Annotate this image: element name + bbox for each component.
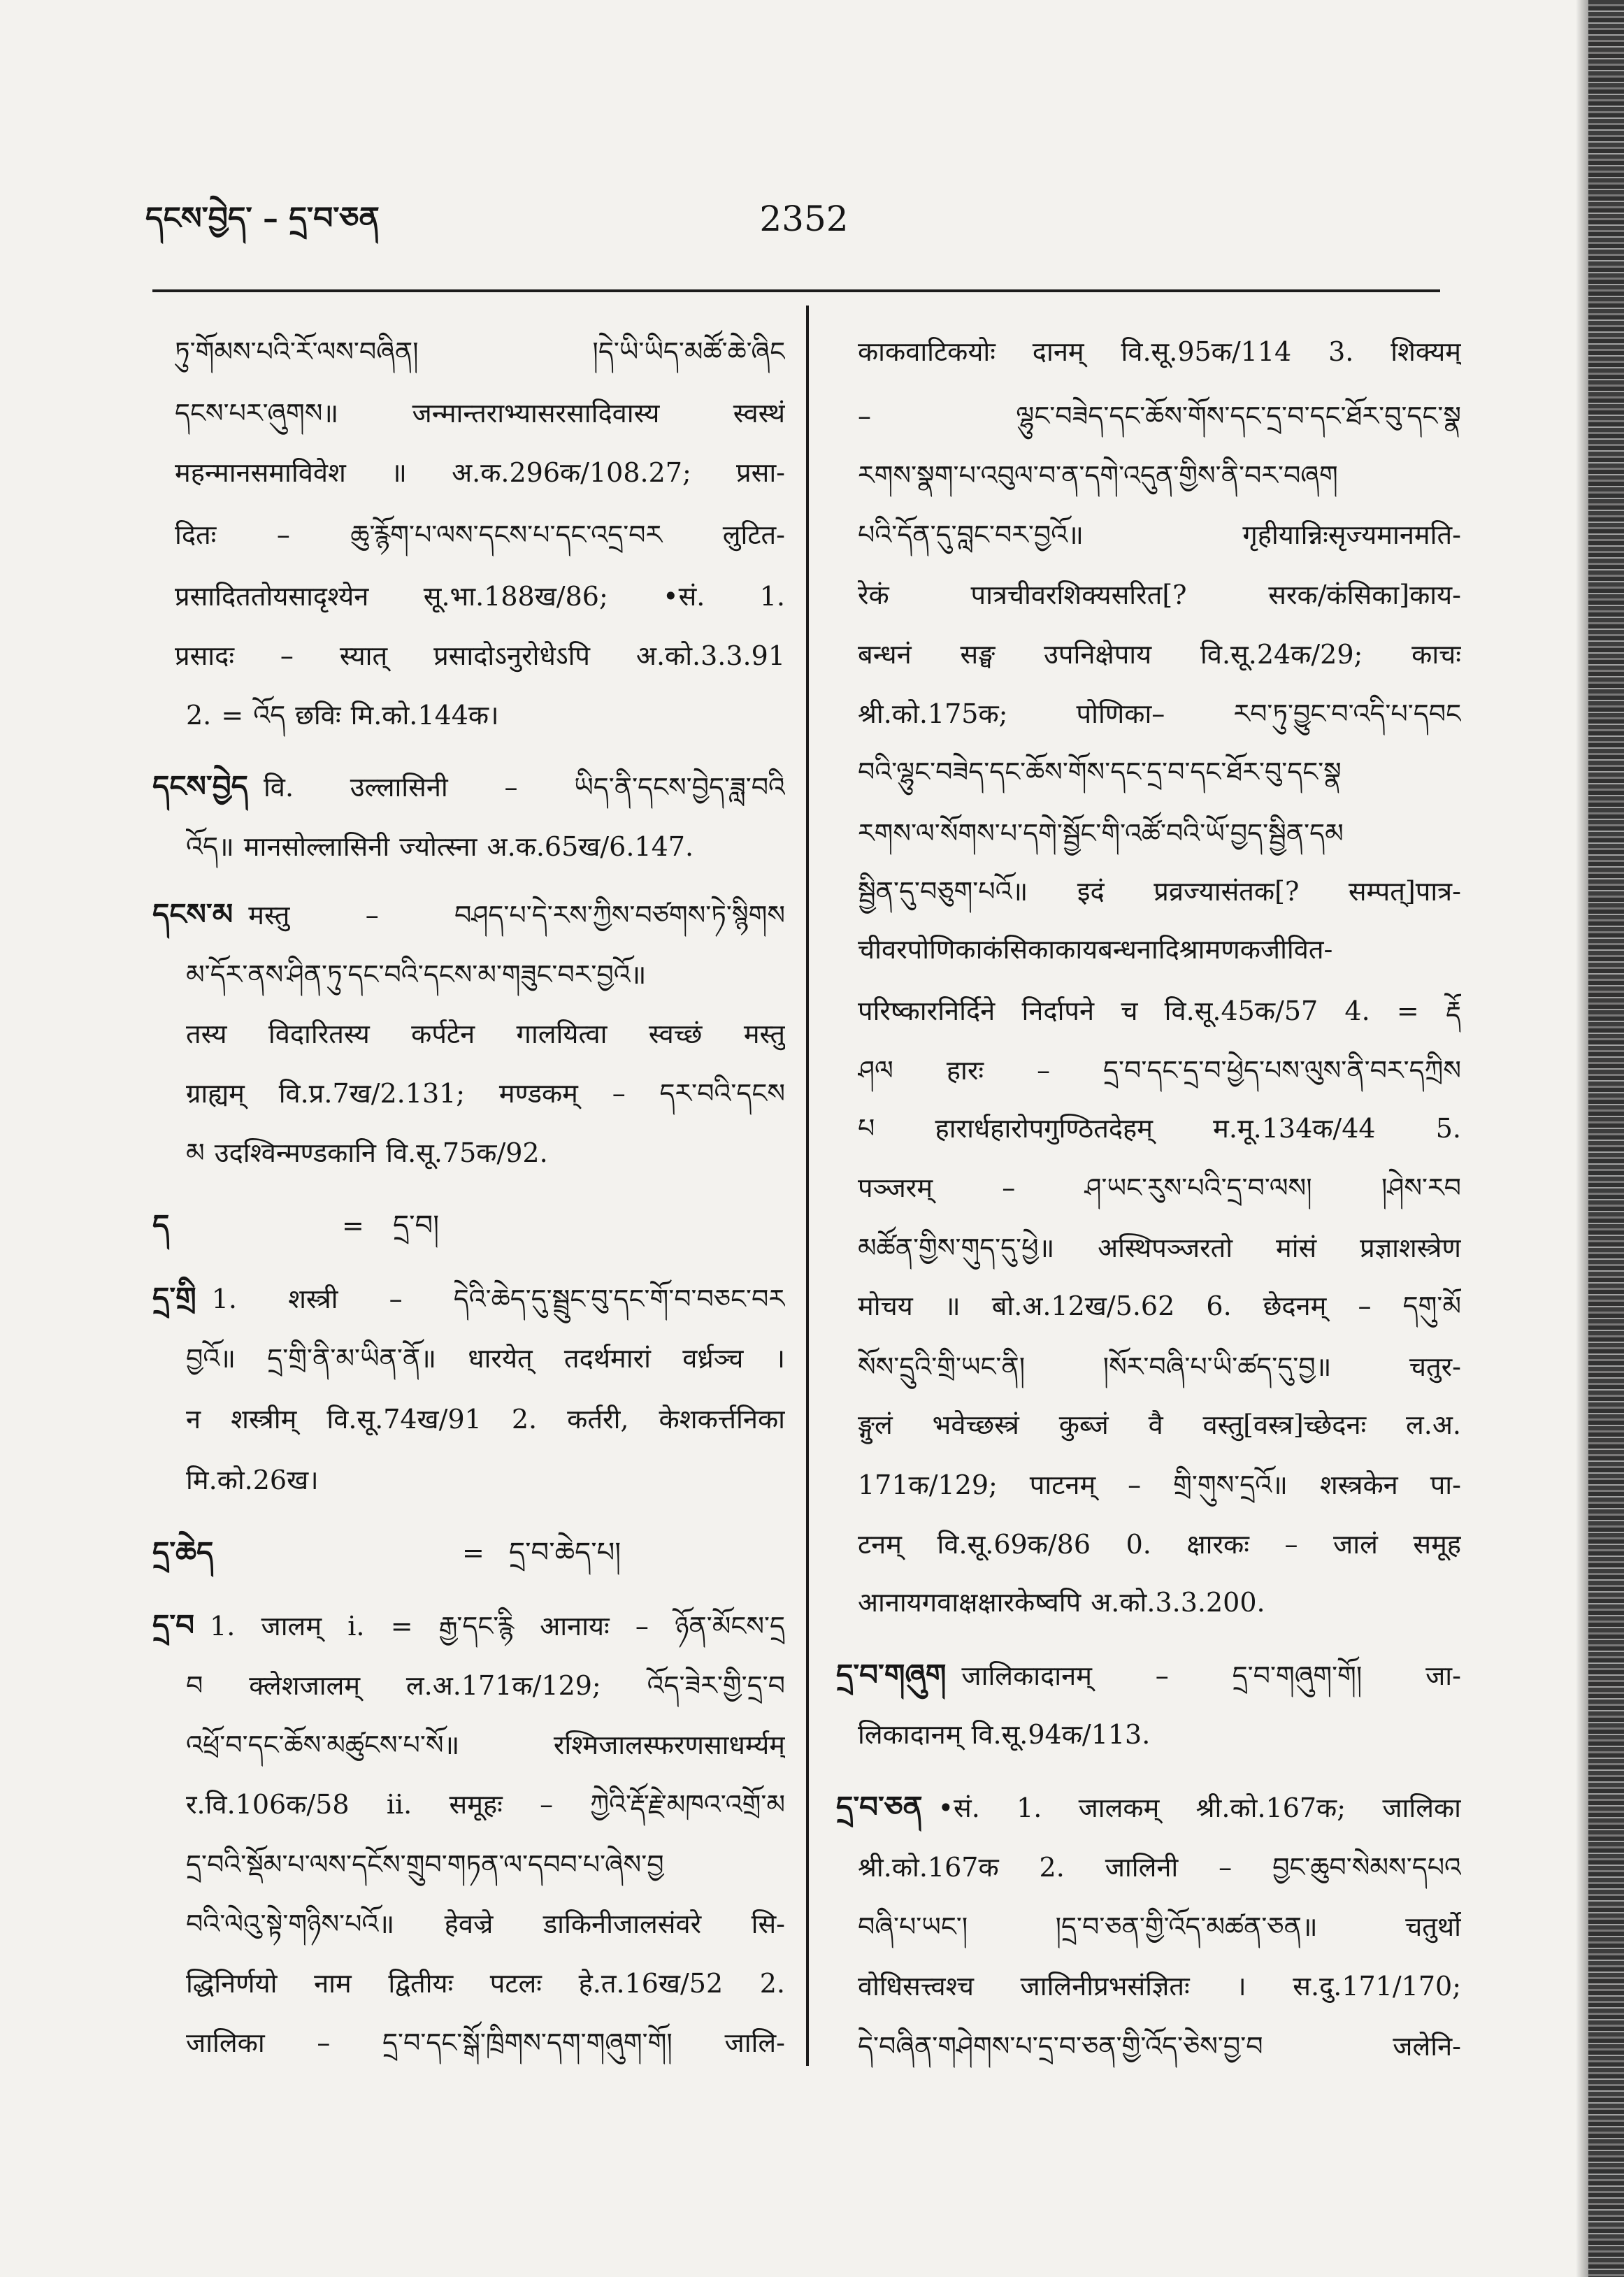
cross-reference: དྲ་བ། — [393, 1209, 440, 1242]
entry-line: བའི་ལྷུང་བཟེད་དང་ཆོས་གོས་དང་དྲ་བ་དང་ཐོར་བུ་དང་སྣ — [858, 756, 1342, 787]
entry-line: श्री.को.167क 2. जालिनी – བྱང་ཆུབ་སེམས་དཔའ — [858, 1852, 1461, 1883]
entry-line: སོས་དྲུའི་གྲི་ཡང་ནི། །སོར་བཞི་པ་ཡི་ཚད་དུ་བྱ॥ चतुर- — [858, 1351, 1461, 1382]
cross-reference-line — [152, 1196, 785, 1255]
headword-line — [152, 1596, 785, 1655]
entry-text: वि. उल्लासिनी – ཡིད་ནི་དངས་བྱེད་ཟླ་བའི — [263, 772, 785, 803]
entry-line: पञ्जरम् – ཤ་ཡང་རུས་པའི་དྲ་བ་ལས། །ཤེས་རབ — [858, 1172, 1461, 1203]
entry-line: བྱའོ॥ དྲ་གྲི་ནི་མ་ཡིན་ནོ॥ धारयेत् तदर्थमारां वर्ध्रञ्च । — [186, 1343, 785, 1374]
entry-line: ཤལ हारः – དྲ་བ་དང་དྲ་བ་ཕྱེད་པས་ལུས་ནི་བར་དཀྲིས — [858, 1055, 1461, 1086]
entry-line: मोचय ॥ बो.अ.12ख/5.62 6. छेदनम् – དགུ་མོ — [858, 1291, 1461, 1321]
entry-line: པའི་དོན་དུ་བླང་བར་བྱའོ॥ गृहीयान्निःसृज्यमानमति- — [858, 519, 1461, 550]
entry-line: བ क्लेशजालम् ल.अ.171क/129; འོད་ཟེར་གྱི་དྲ་བ — [186, 1670, 785, 1701]
entry-line: मि.को.26ख। — [186, 1465, 319, 1495]
entry-line: པ हारार्धहारोपगुण्ठितदेहम् म.मू.134क/44 5. — [858, 1113, 1461, 1144]
headword-line — [836, 1646, 1461, 1704]
equals-sign: = — [462, 1537, 484, 1568]
entry-line: – ལྷུང་བཟེད་དང་ཆོས་གོས་དང་དྲ་བ་དང་ཐོར་བུ་དང་སྣ — [858, 401, 1461, 431]
entry-line: 2. = འོད छविः मि.को.144क। — [186, 700, 499, 731]
entry-line: སྦྱིན་དུ་བཅུག་པའོ॥ इदं प्रव्रज्यासंतक[? सम्पत्]पात्र- — [858, 876, 1461, 907]
entry-line: श्री.को.175क; पोणिका– རབ་ཏུ་བྱུང་བ་འདི་པ་དབང — [858, 698, 1461, 729]
entry-line: འཕྲོ་བ་དང་ཆོས་མཚུངས་པ་སོ॥ रश्मिजालस्फरणसाधर्म्यम् — [186, 1730, 785, 1760]
equals-sign: = — [342, 1210, 364, 1241]
headword: དྲ་གྲི — [152, 1281, 196, 1315]
scan-edge-shadow — [1588, 0, 1624, 2277]
entry-line: དངས་པར་ཞུགས॥ जन्मान्तराभ्यासरसादिवास्य स्वस्थं — [175, 398, 785, 429]
entry-text: 1. जालम् i. = རྒྱ་དང་རྙི आनायः – ཉོན་མོངས་དྲ — [210, 1611, 785, 1642]
entry-line: 171क/129; पाटनम् – གྲི་གུས་དྲའོ॥ शस्त्रकेन पा- — [858, 1470, 1461, 1500]
entry-text: 1. शस्त्री – དེའི་ཆེད་དུ་སྦྲུང་བུ་དང་གོ་བ་བཅང་བར — [211, 1284, 785, 1314]
entry-line: རགས་ལ་སོགས་པ་དགེ་སྦྱོང་གི་འཚོ་བའི་ཡོ་བྱད་སྦྱིན་དམ — [858, 818, 1344, 849]
entry-line: འོད॥ मानसोल्लासिनी ज्योत्स्ना अ.क.65ख/6.147. — [186, 831, 694, 862]
entry-line: द्धिनिर्णयो नाम द्वितीयः पटलः हे.त.16ख/52 2. — [186, 1968, 785, 1999]
headword: དྲ་ཆེད — [152, 1535, 214, 1570]
entry-line: བའི་ལེའུ་སྟེ་གཉིས་པའོ॥ हेवज्रे डाकिनीजालसंवरे सि- — [186, 1909, 785, 1939]
entry-line: चीवरपोणिकाकंसिकाकायबन्धनादिश्रामणकजीवित- — [858, 934, 1333, 965]
entry-line: टनम् वि.सू.69क/86 0. क्षारकः – जालं समूह — [858, 1529, 1461, 1560]
entry-line: जालिका – དྲ་བ་དང་སྒོ་ཁྲིགས་དག་གཞུག་གོ། जालि- — [186, 2027, 785, 2058]
entry-line: प्रसादिततोयसादृश्येन सू.भा.188ख/86; •सं. 1. — [175, 581, 785, 612]
entry-line: དེ་བཞིན་གཤེགས་པ་དྲ་བ་ཅན་གྱི་འོད་ཅེས་བྱ་བ जलेनि- — [858, 2031, 1461, 2062]
entry-line: རགས་སྣག་པ་འབུལ་བ་ན་དགེ་འདུན་གྱིས་ནི་བར་བཞག — [858, 460, 1338, 491]
entry-line: काकवाटिकयोः दानम् वि.सू.95क/114 3. शिक्यम् — [858, 336, 1461, 367]
entry-line: ग्राह्यम् वि.प्र.7ख/2.131; मण्डकम् – དར་བའི་དངས — [186, 1078, 785, 1109]
entry-line: दितः – ཆུ་རྙོག་པ་ལས་དངས་པ་དང་འདྲ་བར लुटित- — [175, 519, 785, 550]
cross-reference-line — [152, 1523, 785, 1582]
entry-text: मस्तु – བཤད་པ་དེ་རས་ཀྱིས་བཙགས་ཏེ་སྙིགས — [248, 900, 785, 931]
page-number: 2352 — [759, 199, 849, 239]
entry-line: དྲ་བའི་སྡོམ་པ་ལས་དངོས་གྲུབ་གཏན་ལ་དབབ་པ་ཞེས་བྱ — [186, 1849, 664, 1880]
entry-line: མ उदश्विन्मण्डकानि वि.सू.75क/92. — [186, 1137, 548, 1168]
headword-line — [152, 885, 785, 944]
entry-line: བཞི་པ་ཡང་། །དྲ་བ་ཅན་གྱི་འོད་མཚན་ཅན॥ चतुर्थो — [858, 1911, 1461, 1942]
entry-line: परिष्कारनिर्दिने निर्दापने च वि.सू.45क/57 4. = རྡོ — [858, 996, 1461, 1026]
entry-line: महन्मानसमाविवेश ॥ अ.क.296क/108.27; प्रसा- — [175, 457, 785, 488]
headword-line — [152, 1269, 785, 1328]
headword: དྲ་བ་ཅན — [836, 1790, 923, 1824]
entry-line: तस्य विदारितस्य कर्पटेन गालयित्वा स्वच्छं मस्तु — [186, 1019, 785, 1049]
entry-line: མཚོན་གྱིས་གུད་དུ་ཕྱེ॥ अस्थिपञ्जरतो मांसं प्रज्ञाशस्त्रेण — [858, 1233, 1461, 1263]
entry-line: न शस्त्रीम् वि.सू.74ख/91 2. कर्तरी, केशकर्त्तनिका — [186, 1404, 785, 1435]
headword: དངས་མ — [152, 897, 233, 931]
cross-reference: དྲ་བ་ཆེད་པ། — [509, 1537, 621, 1569]
entry-line: आनायगवाक्षक्षारकेष्वपि अ.को.3.3.200. — [858, 1587, 1265, 1618]
entry-line: མ་དོར་ནས་ཤིན་ཏུ་དང་བའི་དངས་མ་གཟུང་བར་བྱའོ॥ — [186, 959, 647, 990]
entry-text: •सं. 1. जालकम् श्री.को.167क; जालिका — [937, 1793, 1461, 1823]
entry-line: ཏུ་གོམས་པའི་རོ་ལས་བཞིན། །དེ་ཡི་ཡིད་མཚོ་ཆེ་ཞིང — [175, 336, 785, 367]
entry-line: र.वि.106क/58 ii. समूहः – ཀྱེའི་རྡོ་རྗེ་མཁའ་འགྲོ་མ — [186, 1789, 785, 1820]
headword: དྲ་བ — [152, 1608, 195, 1642]
headword-line — [152, 757, 785, 816]
column-divider — [806, 306, 809, 2066]
headword: དྲ་བ་གཞུག — [836, 1658, 947, 1692]
entry-text: जालिकादानम् – དྲ་བ་གཞུག་གོ། जा- — [961, 1660, 1461, 1691]
entry-line: वोधिसत्त्वश्च जालिनीप्रभसंज्ञितः । स.दु.171/170; — [858, 1971, 1461, 2002]
header-rule — [152, 289, 1440, 292]
headword: ད — [152, 1208, 170, 1242]
headword-line — [836, 1778, 1461, 1837]
running-head: དངས་བྱེད་ – དྲ་བ་ཅན — [145, 201, 380, 236]
entry-line: रेकं पात्रचीवरशिक्यसरित[? सरक/कंसिका]काय- — [858, 580, 1461, 610]
headword: དངས་བྱེད — [152, 769, 248, 803]
entry-line: ङ्गुलं भवेच्छस्त्रं कुब्जं वै वस्तु[वस्त्र]च्छेदनः ल.अ. — [858, 1409, 1461, 1440]
entry-line: लिकादानम् वि.सू.94क/113. — [858, 1719, 1151, 1750]
entry-line: बन्धनं सङ्घ उपनिक्षेपाय वि.सू.24क/29; काचः — [858, 639, 1461, 670]
entry-line: प्रसादः – स्यात् प्रसादोऽनुरोधेऽपि अ.को.3.3.91 — [175, 640, 785, 671]
